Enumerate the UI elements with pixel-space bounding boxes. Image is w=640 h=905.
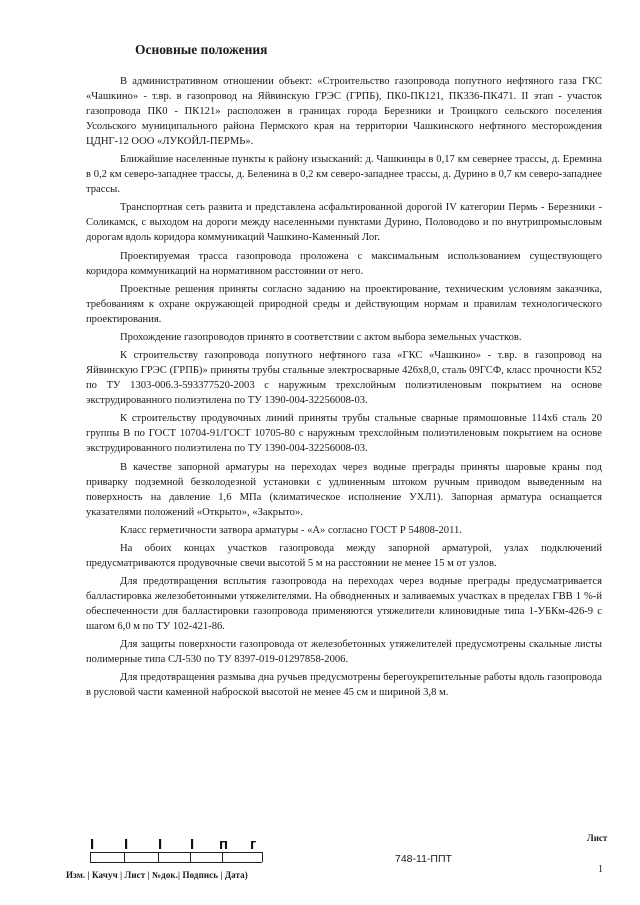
stamp-divider <box>158 852 159 862</box>
stamp-divider <box>262 852 263 862</box>
paragraph: Ближайшие населенные пункты к району изысканий: д. Чашкинцы в 0,17 км севернее трассы, д. Еремина в 0,2 км северо-западнее трассы, д. Беленина в 0,2 км северо-западнее трассы, д. Дурино в 0,7 км северо-западнее трассы. <box>86 154 602 196</box>
sheet-label: Лист <box>587 833 608 843</box>
document-code: 748-11-ППТ <box>395 853 452 865</box>
paragraph: К строительству газопровода попутного нефтяного газа «ГКС «Чашкино» - т.вр. в газопровод на Яйвинскую ГРЭС (ГРПБ)» приняты трубы стальные электросварные 426х8,0, сталь 09ГСФ, класс прочности К52 по ТУ 1303-006.3-593377520-2003 с наружным трехслойным полиэтиленовым покрытием на основе экструдированного полиэтилена по ТУ 1390-004-32256008-03. <box>86 350 602 407</box>
stamp-mark: I <box>190 836 195 853</box>
paragraph: К строительству продувочных линий приняты трубы стальные сварные прямошовные 114х6 сталь 20 группы В по ГОСТ 10704-91/ГОСТ 10705-80 с наружным трехслойным полиэтиленовым покрытием на основе экструдированного полиэтилена по ТУ 1390-004-32256008-03. <box>86 413 602 455</box>
paragraph: Для предотвращения всплытия газопровода на переходах через водные преграды предусматривается балластировка железобетонными утяжелителями. На обводненных и заливаемых участках в пределах ГВВ 1 %-й обеспеченности для балластировки газопровода применяются утяжелители клиновидные типа 1-УБКм-426-9 с шагом 6,0 м по ТУ 102-421-86. <box>86 576 602 633</box>
paragraph: На обоих концах участков газопровода между запорной арматурой, узлах подключений предусматриваются продувочные свечи высотой 5 м на расстоянии не менее 15 м от узлов. <box>86 542 602 569</box>
sheet-number: 1 <box>598 864 603 875</box>
paragraph: В административном отношении объект: «Строительство газопровода попутного нефтяного газа ГКС «Чашкино» - т.вр. в газопровод на Яйвинскую ГРЭС (ГРПБ), ПК0-ПК121, ПК336-ПК471. II этап - участок газопровода ПК0 - ПК121» расположен в границах города Березники и Троицкого сельского поселения Усольского муниципального района Пермского края на территории Чашкинского нефтяного месторождения ЦДНГ-12 ООО «ЛУКОЙЛ-ПЕРМЬ». <box>86 76 602 147</box>
stamp-mark: I <box>158 836 163 853</box>
paragraph: Для защиты поверхности газопровода от железобетонных утяжелителей предусмотрены скальные листы полимерные типа СЛ-530 по ТУ 8397-019-01297858-2006. <box>86 639 602 666</box>
stamp-divider <box>222 852 223 862</box>
section-title: Основные положения <box>135 42 268 57</box>
stamp-rule <box>90 852 262 853</box>
stamp-divider <box>190 852 191 862</box>
stamp-divider <box>90 852 91 862</box>
stamp-rule <box>90 862 262 863</box>
paragraph: Проектируемая трасса газопровода проложена с максимальным использованием существующего коридора коммуникаций на нормативном расстоянии от него. <box>86 250 602 277</box>
paragraph: В качестве запорной арматуры на переходах через водные преграды приняты шаровые краны под приварку подземной безколодезной установки с удлиненным штоком ручным приводом выведенным на поверхность на давление 1,6 МПа (климатическое исполнение УХЛ1). Запорная арматура оснащается указателями положений «Открыто», «Закрыто». <box>86 461 602 518</box>
stamp-divider <box>124 852 125 862</box>
stamp-mark: I <box>90 836 95 853</box>
paragraph: Класс герметичности затвора арматуры - «А» согласно ГОСТ Р 54808-2011. <box>120 524 462 536</box>
paragraph: Проектные решения приняты согласно заданию на проектирование, техническим условиям заказчика, требованиям к охране окружающей природной среды и действующим нормам и правилам технологического проектирования. <box>86 283 602 325</box>
paragraph: Прохождение газопроводов принято в соответствии с актом выбора земельных участков. <box>120 331 522 343</box>
stamp-column-labels: Изм. | Качуч | Лист | №док.| Подпись | Дата) <box>66 870 248 880</box>
stamp-mark: I <box>124 836 129 853</box>
paragraph: Для предотвращения размыва дна ручьев предусмотрены берегоукрепительные работы вдоль газопровода в русловой части каменной наброской высотой не менее 45 см и шириной 3,8 м. <box>86 672 602 699</box>
stamp-mark: г <box>250 836 257 853</box>
stamp-mark: п <box>219 836 229 853</box>
paragraph: Транспортная сеть развита и представлена асфальтированной дорогой IV категории Пермь - Березники - Соликамск, с выходом на дороги между населенными пунктами Дурино, Половодово и по внутрипромысловым дорогам вдоль коридора коммуникаций Чашкино-Каменный Лог. <box>86 202 602 244</box>
